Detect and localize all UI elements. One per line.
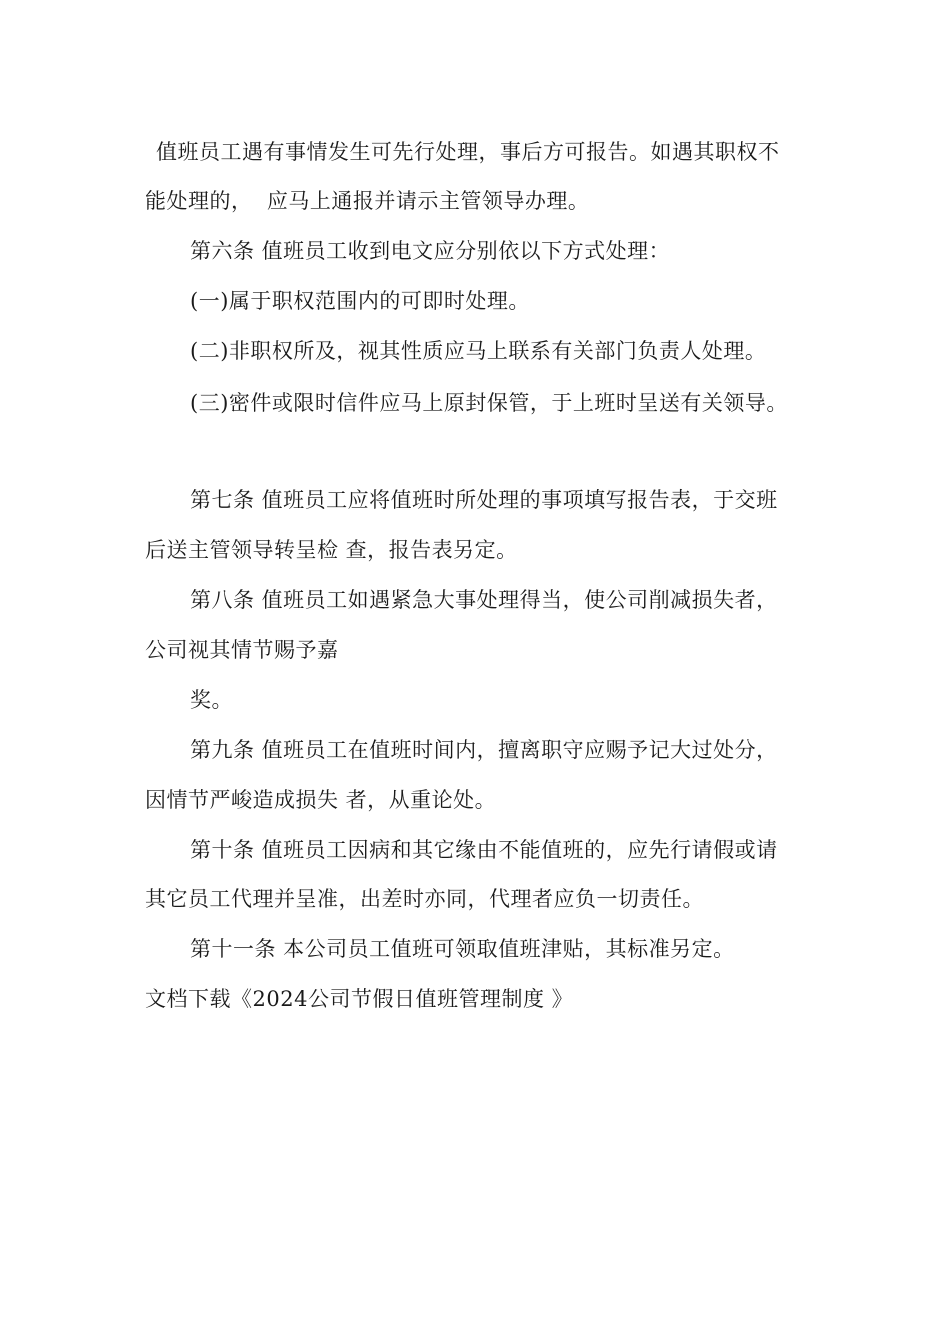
article-7-line-1: 第七条 值班员工应将值班时所处理的事项填写报告表，于交班	[190, 488, 778, 512]
article-6-item-1: (一)属于职权范围内的可即时处理。	[190, 289, 530, 313]
text-line-1: 值班员工遇有事情发生可先行处理，事后方可报告。如遇其职权不	[156, 140, 780, 164]
article-8-line-1: 第八条 值班员工如遇紧急大事处理得当，使公司削减损失者，	[190, 588, 778, 612]
article-7-line-2: 后送主管领导转呈检 查，报告表另定。	[145, 538, 518, 562]
article-9-line-1: 第九条 值班员工在值班时间内，擅离职守应赐予记大过处分，	[190, 738, 778, 762]
article-8-line-3: 奖。	[190, 688, 233, 712]
article-11-line: 第十一条 本公司员工值班可领取值班津贴，其标准另定。	[190, 937, 735, 961]
article-8-line-2: 公司视其情节赐予嘉	[145, 638, 339, 662]
article-6-heading: 第六条 值班员工收到电文应分别依以下方式处理：	[190, 239, 671, 263]
text-line-2: 能处理的， 应马上通报并请示主管领导办理。	[145, 189, 590, 213]
article-10-line-2: 其它员工代理并呈准，出差时亦同，代理者应负一切责任。	[145, 887, 704, 911]
article-6-item-3: (三)密件或限时信件应马上原封保管，于上班时呈送有关领导。	[190, 391, 788, 415]
download-title-line: 文档下载《2024公司节假日值班管理制度 》	[145, 987, 574, 1011]
article-6-item-2: (二)非职权所及，视其性质应马上联系有关部门负责人处理。	[190, 339, 767, 363]
article-10-line-1: 第十条 值班员工因病和其它缘由不能值班的，应先行请假或请	[190, 838, 778, 862]
article-9-line-2: 因情节严峻造成损失 者，从重论处。	[145, 788, 497, 812]
